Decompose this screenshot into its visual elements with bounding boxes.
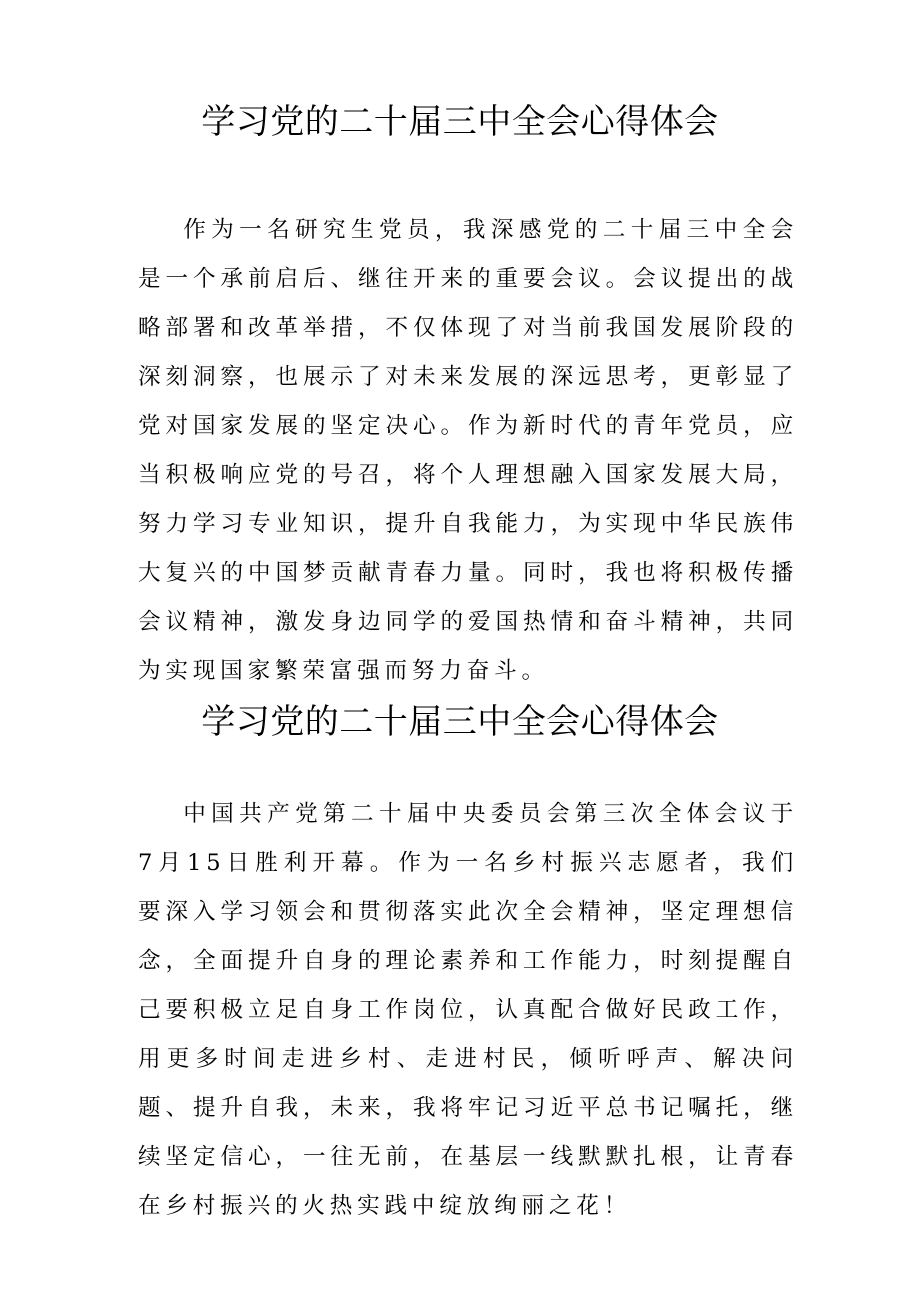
section-title-1: 学习党的二十届三中全会心得体会 [201, 102, 719, 142]
section-paragraph-1: 作为一名研究生党员，我深感党的二十届三中全会是一个承前启后、继往开来的重要会议。会议提出的战略部署和改革举措，不仅体现了对当前我国发展阶段的深刻洞察，也展示了对未来发展的深远思考，更彰显了党对国家发展的坚定决心。作为新时代的青年党员，应当积极响应党的号召，将个人理想融入国家发展大局，努力学习专业知识，提升自我能力，为实现中华民族伟大复兴的中国梦贡献青春力量。同时，我也将积极传播会议精神，激发身边同学的爱国热情和奋斗精神，共同为实现国家繁荣富强而努力奋斗。 [138, 217, 798, 684]
section-paragraph-2: 中国共产党第二十届中央委员会第三次全体会议于7月15日胜利开幕。作为一名乡村振兴志愿者，我们要深入学习领会和贯彻落实此次全会精神，坚定理想信念，全面提升自身的理论素养和工作能力，时刻提醒自己要积极立足自身工作岗位，认真配合做好民政工作，用更多时间走进乡村、走进村民，倾听呼声、解决问题、提升自我，未来，我将牢记习近平总书记嘱托，继续坚定信心，一往无前，在基层一线默默扎根，让青春在乡村振兴的火热实践中绽放绚丽之花！ [138, 801, 798, 1219]
section-title-2: 学习党的二十届三中全会心得体会 [201, 702, 719, 742]
